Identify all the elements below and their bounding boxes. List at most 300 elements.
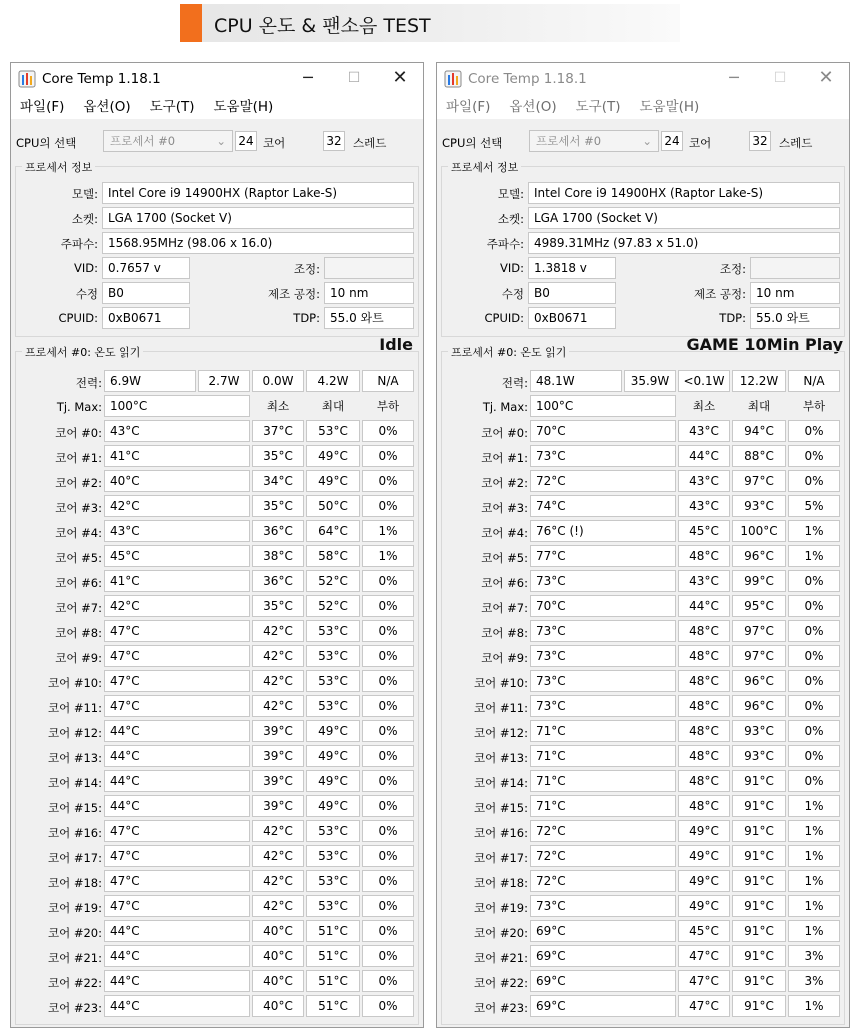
model-label: 모델: [71, 187, 98, 201]
core-label: 코어 #18: [473, 876, 528, 890]
core-min: 49°C [678, 895, 730, 917]
core-temp: 44°C [104, 720, 250, 742]
revision-value: B0 [528, 282, 616, 304]
core-load: 0% [362, 595, 414, 617]
core-row [16, 795, 418, 820]
core-min: 42°C [252, 645, 304, 667]
min-header: 최소 [266, 399, 290, 413]
processor-info-caption: 프로세서 정보 [22, 159, 95, 175]
core-max: 91°C [732, 845, 786, 867]
core-min: 37°C [252, 420, 304, 442]
core-row [16, 920, 418, 945]
core-label: 코어 #20: [473, 926, 528, 940]
core-row [16, 845, 418, 870]
menu-options[interactable]: 옵션(O) [509, 99, 557, 115]
banner [180, 4, 680, 42]
temperature-caption: 프로세서 #0: 온도 읽기 [448, 344, 569, 360]
title-bar[interactable] [437, 63, 849, 95]
window-title: Core Temp 1.18.1 [468, 71, 587, 87]
core-load: 0% [362, 420, 414, 442]
core-min: 35°C [252, 495, 304, 517]
minimize-button[interactable]: ─ [303, 68, 313, 87]
core-row [442, 595, 844, 620]
model-value: Intel Core i9 14900HX (Raptor Lake-S) [102, 182, 414, 204]
power-value: 4.2W [306, 370, 360, 392]
core-min: 34°C [252, 470, 304, 492]
core-temp: 72°C [530, 845, 676, 867]
core-row [442, 770, 844, 795]
core-max: 91°C [732, 770, 786, 792]
core-max: 50°C [306, 495, 360, 517]
process-label: 제조 공정: [694, 287, 746, 301]
cpu-select-row [11, 129, 423, 155]
core-temp: 47°C [104, 870, 250, 892]
core-load: 0% [362, 945, 414, 967]
core-max: 51°C [306, 920, 360, 942]
core-min: 42°C [252, 620, 304, 642]
core-count: 24 [235, 131, 257, 151]
tdp-value: 55.0 와트 [324, 307, 414, 329]
core-max: 49°C [306, 720, 360, 742]
core-label: 코어 #9: [481, 651, 528, 665]
tjmax-label: Tj. Max: [482, 400, 528, 414]
power-row [442, 370, 844, 395]
core-row [16, 895, 418, 920]
load-header: 부하 [376, 399, 400, 413]
core-max: 96°C [732, 670, 786, 692]
tjmax-row [442, 395, 844, 420]
core-max: 91°C [732, 945, 786, 967]
core-min: 47°C [678, 970, 730, 992]
core-temp-window-idle[interactable] [10, 62, 424, 1028]
core-temp: 43°C [104, 420, 250, 442]
core-load: 0% [788, 445, 840, 467]
core-row [16, 495, 418, 520]
core-min: 39°C [252, 770, 304, 792]
adjust-label: 조정: [293, 262, 320, 276]
core-max: 91°C [732, 920, 786, 942]
revision-value: B0 [102, 282, 190, 304]
core-row [442, 920, 844, 945]
core-temp: 47°C [104, 695, 250, 717]
tdp-label: TDP: [719, 311, 746, 325]
core-label: 코어 #2: [481, 476, 528, 490]
menu-bar [11, 95, 423, 119]
core-row [16, 820, 418, 845]
core-load: 0% [788, 745, 840, 767]
core-min: 43°C [678, 470, 730, 492]
core-count-label: 코어 [263, 136, 286, 150]
core-row [16, 945, 418, 970]
core-row [442, 545, 844, 570]
core-temp: 71°C [530, 745, 676, 767]
core-min: 48°C [678, 620, 730, 642]
core-load: 0% [362, 845, 414, 867]
temperature-group [15, 346, 419, 1025]
core-min: 39°C [252, 720, 304, 742]
core-row [442, 820, 844, 845]
temperature-group [441, 346, 845, 1025]
core-temp: 41°C [104, 445, 250, 467]
core-max: 51°C [306, 945, 360, 967]
process-value: 10 nm [324, 282, 414, 304]
core-max: 53°C [306, 420, 360, 442]
core-temp: 73°C [530, 445, 676, 467]
chevron-down-icon: ⌄ [642, 134, 652, 148]
core-label: 코어 #22: [47, 976, 102, 990]
core-min: 43°C [678, 495, 730, 517]
core-row [16, 470, 418, 495]
adjust-value [324, 257, 414, 279]
core-temp: 76°C (!) [530, 520, 676, 542]
core-load: 1% [788, 520, 840, 542]
maximize-button[interactable]: ☐ [347, 70, 361, 86]
core-min: 48°C [678, 770, 730, 792]
core-max: 58°C [306, 545, 360, 567]
core-max: 53°C [306, 695, 360, 717]
core-temp: 69°C [530, 920, 676, 942]
core-load: 0% [788, 720, 840, 742]
core-min: 48°C [678, 670, 730, 692]
model-value: Intel Core i9 14900HX (Raptor Lake-S) [528, 182, 840, 204]
core-min: 43°C [678, 420, 730, 442]
core-label: 코어 #4: [55, 526, 102, 540]
menu-tools[interactable]: 도구(T) [149, 99, 195, 115]
core-row [442, 695, 844, 720]
vid-value: 1.3818 v [528, 257, 616, 279]
thread-count-label: 스레드 [353, 136, 387, 150]
cpuid-value: 0xB0671 [528, 307, 616, 329]
core-temp: 73°C [530, 620, 676, 642]
core-row [16, 570, 418, 595]
cpuid-label: CPUID: [58, 311, 98, 325]
thread-count-label: 스레드 [779, 136, 813, 150]
maximize-button[interactable]: ☐ [773, 70, 787, 86]
core-label: 코어 #3: [55, 501, 102, 515]
min-header: 최소 [692, 399, 716, 413]
core-temp: 47°C [104, 895, 250, 917]
core-temp: 72°C [530, 870, 676, 892]
core-label: 코어 #21: [473, 951, 528, 965]
core-row [16, 670, 418, 695]
core-min: 36°C [252, 570, 304, 592]
core-row [442, 895, 844, 920]
processor-info-group [441, 161, 845, 337]
core-temp: 73°C [530, 695, 676, 717]
thread-count: 32 [749, 131, 771, 151]
core-label: 코어 #22: [473, 976, 528, 990]
core-row [16, 870, 418, 895]
core-temp: 41°C [104, 570, 250, 592]
core-load: 0% [788, 645, 840, 667]
core-row [16, 595, 418, 620]
menu-bar [437, 95, 849, 119]
core-max: 53°C [306, 670, 360, 692]
core-row [442, 795, 844, 820]
core-load: 0% [788, 570, 840, 592]
core-row [442, 495, 844, 520]
core-min: 42°C [252, 695, 304, 717]
core-temp-window-game[interactable] [436, 62, 850, 1028]
core-min: 42°C [252, 845, 304, 867]
core-temp: 71°C [530, 795, 676, 817]
banner-accent [180, 4, 202, 42]
test-state-label: Idle [379, 335, 413, 354]
core-temp: 70°C [530, 420, 676, 442]
process-label: 제조 공정: [268, 287, 320, 301]
tdp-value: 55.0 와트 [750, 307, 840, 329]
tjmax-value: 100°C [104, 395, 250, 417]
power-value: 0.0W [252, 370, 304, 392]
core-load: 0% [362, 445, 414, 467]
core-temp: 72°C [530, 470, 676, 492]
core-temp-app-icon [18, 70, 36, 88]
core-load: 0% [788, 770, 840, 792]
minimize-button[interactable]: ─ [729, 68, 739, 87]
core-max: 97°C [732, 620, 786, 642]
core-load: 0% [362, 620, 414, 642]
core-temp: 45°C [104, 545, 250, 567]
core-load: 0% [362, 895, 414, 917]
max-header: 최대 [747, 399, 771, 413]
core-row [442, 870, 844, 895]
core-load: 3% [788, 970, 840, 992]
core-label: 코어 #7: [481, 601, 528, 615]
core-row [16, 520, 418, 545]
core-row [442, 670, 844, 695]
power-value: 6.9W [104, 370, 196, 392]
core-load: 0% [788, 470, 840, 492]
power-value: 48.1W [530, 370, 622, 392]
processor-dropdown-value: 프로세서 #0 [536, 134, 602, 148]
processor-dropdown[interactable] [103, 130, 233, 152]
core-row [16, 995, 418, 1020]
core-max: 91°C [732, 795, 786, 817]
core-label: 코어 #0: [481, 426, 528, 440]
core-min: 38°C [252, 545, 304, 567]
tjmax-value: 100°C [530, 395, 676, 417]
load-header: 부하 [802, 399, 826, 413]
core-row [16, 745, 418, 770]
core-row [442, 520, 844, 545]
core-load: 0% [362, 695, 414, 717]
core-label: 코어 #12: [473, 726, 528, 740]
core-row [16, 420, 418, 445]
core-label: 코어 #19: [473, 901, 528, 915]
core-max: 94°C [732, 420, 786, 442]
core-min: 39°C [252, 745, 304, 767]
core-min: 49°C [678, 870, 730, 892]
core-max: 51°C [306, 970, 360, 992]
core-load: 1% [788, 995, 840, 1017]
menu-help[interactable]: 도움말(H) [639, 99, 700, 115]
core-min: 43°C [678, 570, 730, 592]
power-value: N/A [788, 370, 840, 392]
core-max: 49°C [306, 445, 360, 467]
core-label: 코어 #19: [47, 901, 102, 915]
cpu-select-label: CPU의 선택 [16, 136, 77, 150]
banner-title: CPU 온도 & 팬소음 TEST [214, 15, 431, 37]
core-label: 코어 #13: [473, 751, 528, 765]
core-label: 코어 #1: [481, 451, 528, 465]
menu-options[interactable]: 옵션(O) [83, 99, 131, 115]
core-min: 42°C [252, 670, 304, 692]
core-temp: 47°C [104, 645, 250, 667]
core-row [442, 445, 844, 470]
core-label: 코어 #6: [55, 576, 102, 590]
core-max: 49°C [306, 770, 360, 792]
core-max: 93°C [732, 495, 786, 517]
core-temp: 69°C [530, 945, 676, 967]
core-min: 42°C [252, 895, 304, 917]
core-load: 1% [788, 795, 840, 817]
core-temp: 42°C [104, 595, 250, 617]
vid-label: VID: [74, 261, 98, 275]
core-max: 91°C [732, 970, 786, 992]
core-load: 0% [362, 795, 414, 817]
core-min: 40°C [252, 995, 304, 1017]
core-temp: 47°C [104, 820, 250, 842]
core-temp: 44°C [104, 945, 250, 967]
window-title: Core Temp 1.18.1 [42, 71, 161, 87]
core-load: 0% [788, 620, 840, 642]
core-max: 64°C [306, 520, 360, 542]
test-state-label: GAME 10Min Play [686, 335, 843, 354]
core-load: 0% [362, 970, 414, 992]
processor-info-group [15, 161, 419, 337]
core-max: 97°C [732, 645, 786, 667]
core-max: 53°C [306, 870, 360, 892]
core-max: 53°C [306, 645, 360, 667]
core-max: 53°C [306, 845, 360, 867]
core-label: 코어 #7: [55, 601, 102, 615]
frequency-value: 1568.95MHz (98.06 x 16.0) [102, 232, 414, 254]
core-temp: 71°C [530, 770, 676, 792]
core-row [442, 995, 844, 1020]
revision-label: 수정 [501, 287, 524, 301]
core-load: 1% [788, 895, 840, 917]
core-row [442, 645, 844, 670]
core-label: 코어 #10: [47, 676, 102, 690]
core-row [442, 970, 844, 995]
core-max: 52°C [306, 570, 360, 592]
core-load: 1% [362, 545, 414, 567]
menu-tools[interactable]: 도구(T) [575, 99, 621, 115]
core-temp: 71°C [530, 720, 676, 742]
core-label: 코어 #13: [47, 751, 102, 765]
core-min: 40°C [252, 920, 304, 942]
power-row [16, 370, 418, 395]
core-temp: 44°C [104, 745, 250, 767]
core-min: 40°C [252, 970, 304, 992]
core-row [442, 420, 844, 445]
core-max: 100°C [732, 520, 786, 542]
core-load: 1% [788, 545, 840, 567]
core-load: 0% [788, 595, 840, 617]
power-value: 12.2W [732, 370, 786, 392]
core-temp: 43°C [104, 520, 250, 542]
core-load: 1% [788, 870, 840, 892]
core-label: 코어 #11: [473, 701, 528, 715]
core-max: 93°C [732, 745, 786, 767]
core-temp: 44°C [104, 795, 250, 817]
title-bar[interactable] [11, 63, 423, 95]
core-label: 코어 #16: [47, 826, 102, 840]
core-load: 0% [362, 645, 414, 667]
core-load: 1% [788, 820, 840, 842]
core-row [442, 945, 844, 970]
core-max: 91°C [732, 870, 786, 892]
core-label: 코어 #9: [55, 651, 102, 665]
model-label: 모델: [497, 187, 524, 201]
core-temp: 74°C [530, 495, 676, 517]
core-row [16, 545, 418, 570]
core-max: 52°C [306, 595, 360, 617]
frequency-value: 4989.31MHz (97.83 x 51.0) [528, 232, 840, 254]
power-value: 35.9W [624, 370, 676, 392]
close-button[interactable]: ✕ [818, 67, 834, 88]
power-label: 전력: [501, 376, 528, 390]
core-load: 0% [788, 670, 840, 692]
menu-file[interactable]: 파일(F) [20, 99, 65, 115]
core-row [16, 720, 418, 745]
core-row [16, 695, 418, 720]
core-max: 95°C [732, 595, 786, 617]
core-min: 35°C [252, 595, 304, 617]
close-button[interactable]: ✕ [392, 67, 408, 88]
frequency-label: 주파수: [60, 237, 98, 251]
core-load: 0% [788, 695, 840, 717]
core-row [16, 445, 418, 470]
core-label: 코어 #2: [55, 476, 102, 490]
core-load: 0% [362, 570, 414, 592]
core-max: 49°C [306, 470, 360, 492]
core-label: 코어 #11: [47, 701, 102, 715]
vid-value: 0.7657 v [102, 257, 190, 279]
core-label: 코어 #5: [481, 551, 528, 565]
core-count-label: 코어 [689, 136, 712, 150]
core-load: 1% [788, 845, 840, 867]
core-max: 53°C [306, 895, 360, 917]
core-label: 코어 #14: [47, 776, 102, 790]
processor-dropdown[interactable] [529, 130, 659, 152]
menu-file[interactable]: 파일(F) [446, 99, 491, 115]
core-min: 48°C [678, 745, 730, 767]
core-label: 코어 #4: [481, 526, 528, 540]
core-min: 48°C [678, 545, 730, 567]
menu-help[interactable]: 도움말(H) [213, 99, 274, 115]
core-temp: 70°C [530, 595, 676, 617]
thread-count: 32 [323, 131, 345, 151]
core-row [442, 745, 844, 770]
core-temp-app-icon [444, 70, 462, 88]
core-temp: 73°C [530, 895, 676, 917]
core-label: 코어 #8: [481, 626, 528, 640]
core-label: 코어 #12: [47, 726, 102, 740]
core-label: 코어 #20: [47, 926, 102, 940]
core-temp: 42°C [104, 495, 250, 517]
socket-label: 소켓: [497, 212, 524, 226]
tjmax-label: Tj. Max: [56, 400, 102, 414]
core-load: 5% [788, 495, 840, 517]
core-temp: 73°C [530, 670, 676, 692]
cpu-select-label: CPU의 선택 [442, 136, 503, 150]
core-temp: 73°C [530, 645, 676, 667]
core-load: 0% [362, 670, 414, 692]
core-min: 44°C [678, 445, 730, 467]
core-min: 42°C [252, 820, 304, 842]
core-min: 45°C [678, 920, 730, 942]
